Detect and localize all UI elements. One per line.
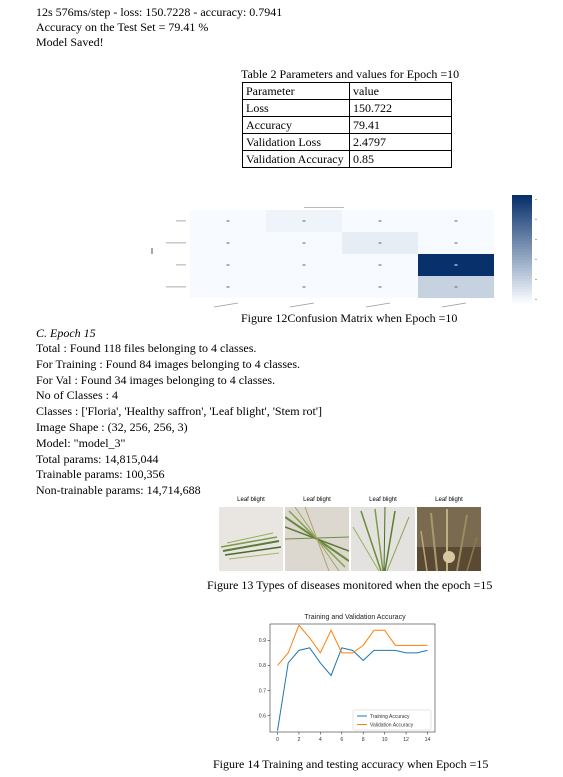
saffron-plant-image <box>285 507 349 571</box>
epoch-15-line: No of Classes : 4 <box>36 388 118 403</box>
colorbar-tick <box>535 299 537 300</box>
x-tick-label: 10 <box>381 737 388 743</box>
table-cell: Validation Loss <box>243 134 350 151</box>
figure-12-caption: Figure 12Confusion Matrix when Epoch =10 <box>241 311 458 325</box>
thumbnail-label: Leaf blight <box>369 497 397 503</box>
x-tick-label: 2 <box>297 737 301 743</box>
log-line-model-saved: Model Saved! <box>36 35 104 49</box>
thumbnail-leaf-blight <box>417 497 481 573</box>
column-tick-label <box>366 303 390 307</box>
x-tick-label: 12 <box>403 737 409 743</box>
thumbnail-leaf-blight <box>285 497 349 573</box>
cell-value-mark <box>455 221 458 222</box>
saffron-plant-image <box>351 507 415 571</box>
section-heading-epoch-15: C. Epoch 15 <box>36 326 96 340</box>
cell-value-mark <box>379 243 382 244</box>
cell-value-mark <box>379 265 382 266</box>
column-tick-label <box>214 303 238 307</box>
x-tick-label: 8 <box>361 737 365 743</box>
epoch-15-line: For Training : Found 84 images belonging to 4 classes. <box>36 356 300 371</box>
chart-title: Training and Validation Accuracy <box>304 614 406 621</box>
table-cell: Accuracy <box>243 117 350 134</box>
colorbar-tick <box>535 219 537 220</box>
x-tick-label: 14 <box>424 737 431 743</box>
thumbnail-leaf-blight <box>351 497 415 573</box>
accuracy-line-chart <box>245 610 445 756</box>
epoch-15-line: For Val : Found 34 images belonging to 4 classes. <box>36 372 276 387</box>
table-cell: 150.722 <box>350 100 452 117</box>
cell-value-mark <box>379 287 382 288</box>
cell-value-mark <box>455 265 458 266</box>
table-caption: Table 2 Parameters and values for Epoch =10 <box>241 67 460 81</box>
table-cell: 0.85 <box>350 151 452 168</box>
cell-value-mark <box>227 243 230 244</box>
thumbnail-leaf-blight <box>219 497 283 573</box>
log-line-step: 12s 576ms/step - loss: 150.7228 - accuracy: 0.7941 <box>36 5 283 19</box>
column-tick-label <box>442 303 466 307</box>
legend-label: Validation Accuracy <box>370 722 414 729</box>
row-tick-label <box>166 243 186 244</box>
heatmap-title-mark <box>304 207 344 208</box>
y-axis-label-mark <box>151 248 153 254</box>
x-tick-label: 6 <box>340 737 344 743</box>
saffron-plant-image <box>417 507 481 571</box>
table-row <box>243 151 452 168</box>
row-tick-label <box>166 287 186 288</box>
figure-14-caption: Figure 14 Training and testing accuracy when Epoch =15 <box>213 757 489 771</box>
epoch-15-line: Model: "model_3" <box>36 435 126 450</box>
table-cell: Validation Accuracy <box>243 151 350 168</box>
series-line <box>278 625 428 665</box>
cell-value-mark <box>227 221 230 222</box>
legend-label: Training Accuracy <box>370 713 410 720</box>
cell-value-mark <box>303 265 306 266</box>
row-tick-label <box>176 221 186 222</box>
row-tick-label <box>176 265 186 266</box>
cell-value-mark <box>227 265 230 266</box>
thumbnail-label: Leaf blight <box>237 497 265 503</box>
table-row <box>243 100 452 117</box>
parameters-table <box>242 82 452 168</box>
epoch-15-line: Non-trainable params: 14,714,688 <box>36 483 201 498</box>
table-header-cell: Parameter <box>243 83 350 100</box>
x-tick-label: 4 <box>318 737 322 743</box>
epoch-15-line: Image Shape : (32, 256, 256, 3) <box>36 420 188 434</box>
thumbnail-label: Leaf blight <box>303 497 331 503</box>
cell-value-mark <box>379 221 382 222</box>
colorbar-tick <box>535 239 537 240</box>
table-header-cell: value <box>350 83 452 100</box>
epoch-15-line: Total : Found 118 files belonging to 4 classes. <box>36 341 257 355</box>
colorbar-tick <box>535 199 537 200</box>
log-line-test-accuracy: Accuracy on the Test Set = 79.41 % <box>36 20 209 34</box>
y-tick-label: 0.7 <box>258 688 266 695</box>
colorbar-tick <box>535 259 537 260</box>
confusion-matrix-heatmap <box>140 190 550 308</box>
y-tick-label: 0.6 <box>258 713 266 720</box>
colorbar-tick <box>535 279 537 280</box>
colorbar <box>512 195 532 304</box>
table-cell: 2.4797 <box>350 134 452 151</box>
cell-value-mark <box>455 287 458 288</box>
cell-value-mark <box>303 287 306 288</box>
epoch-15-line: Total params: 14,815,044 <box>36 451 159 466</box>
column-tick-label <box>290 303 314 307</box>
table-cell: 79.41 <box>350 117 452 134</box>
y-tick-label: 0.9 <box>258 638 266 645</box>
disease-thumbnails <box>219 497 489 573</box>
epoch-15-line: Classes : ['Floria', 'Healthy saffron', 'Leaf blight', 'Stem rot'] <box>36 404 323 419</box>
cell-value-mark <box>227 287 230 288</box>
table-row <box>243 134 452 151</box>
saffron-plant-image <box>219 507 283 571</box>
table-header-row <box>243 83 452 100</box>
thumbnail-label: Leaf blight <box>435 497 463 503</box>
y-tick-label: 0.8 <box>258 663 266 670</box>
cell-value-mark <box>303 221 306 222</box>
table-row <box>243 117 452 134</box>
cell-value-mark <box>303 243 306 244</box>
x-tick-label: 0 <box>276 737 279 743</box>
cell-value-mark <box>455 243 458 244</box>
epoch-15-line: Trainable params: 100,356 <box>36 467 165 482</box>
figure-13-caption: Figure 13 Types of diseases monitored when the epoch =15 <box>207 578 493 592</box>
table-cell: Loss <box>243 100 350 117</box>
